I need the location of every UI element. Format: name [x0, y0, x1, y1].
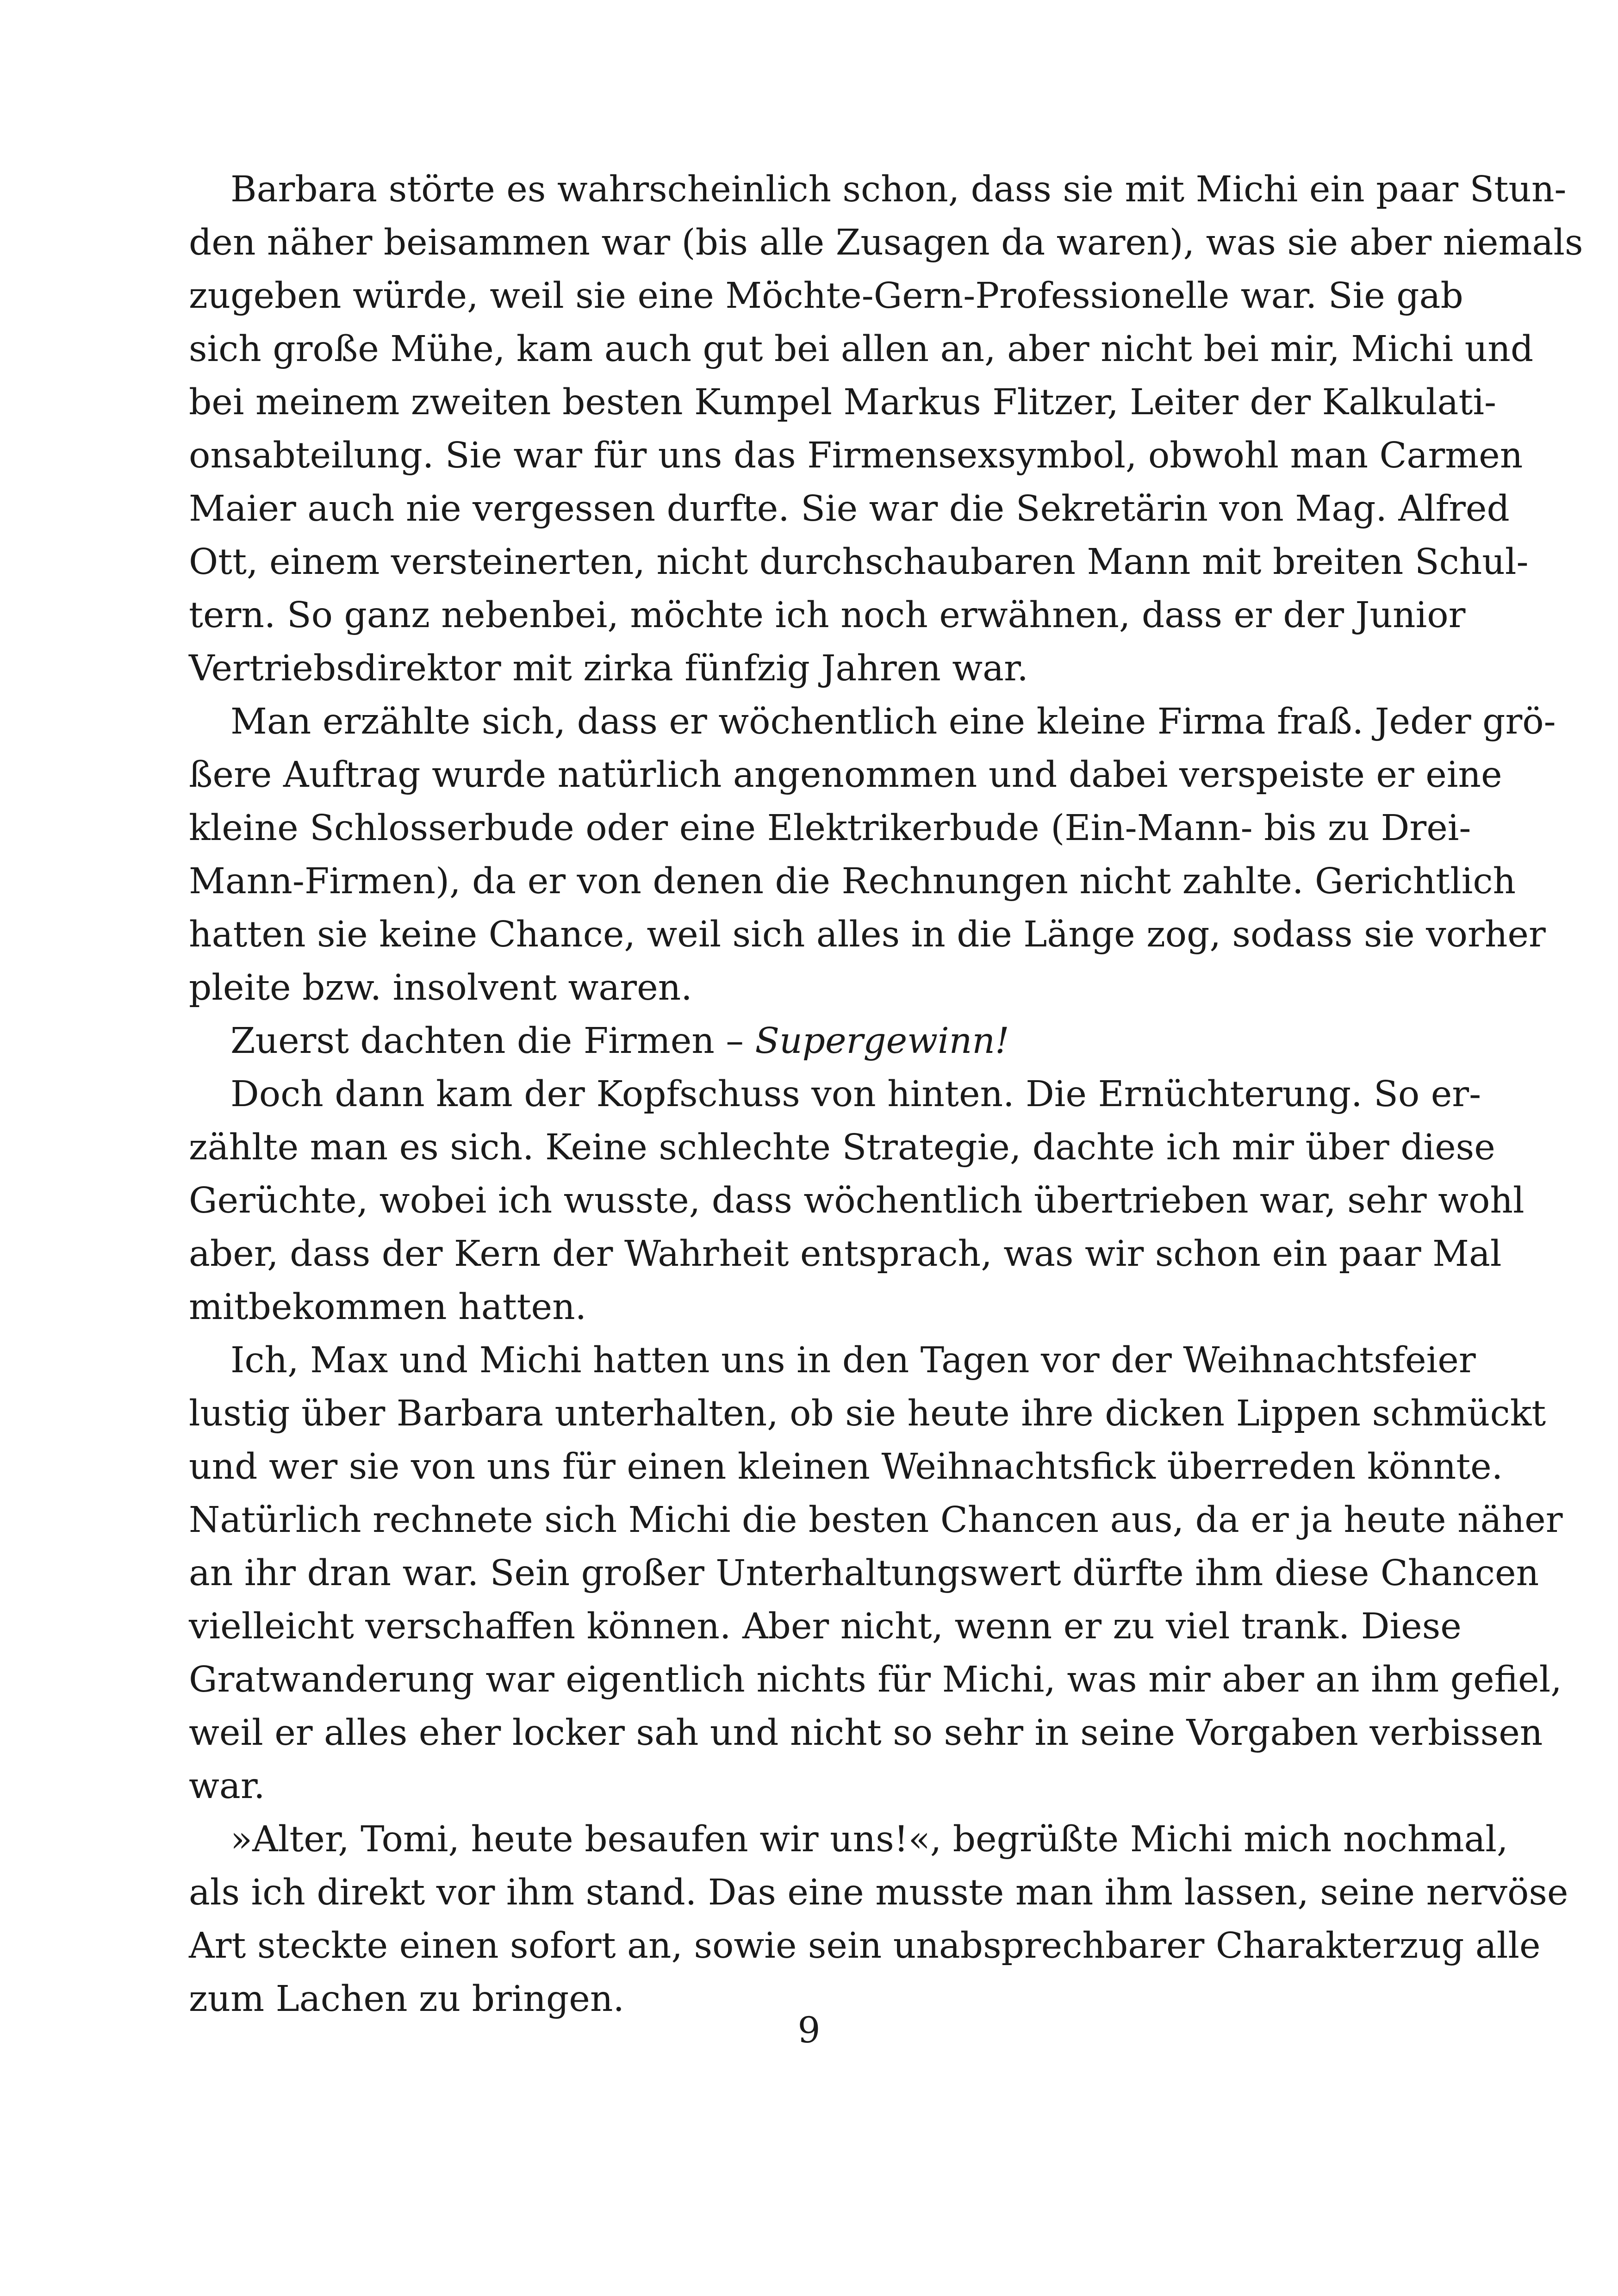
- text-run: Zuerst dachten die Firmen –: [230, 1020, 755, 1062]
- text-line: Ich, Max und Michi hatten uns in den Tagen vor der Weihnachtsfeier: [230, 1340, 1476, 1381]
- text-line: zugeben würde, weil sie eine Möchte-Gern-Professionelle war. Sie gab: [189, 275, 1463, 317]
- text-line: Mann-Firmen), da er von denen die Rechnungen nicht zahlte. Gerichtlich: [189, 861, 1516, 902]
- text-line: war.: [189, 1766, 265, 1807]
- text-line: kleine Schlosserbude oder eine Elektrikerbude (Ein-Mann- bis zu Drei-: [189, 808, 1471, 849]
- text-line: Gerüchte, wobei ich wusste, dass wöchentlich übertrieben war, sehr wohl: [189, 1180, 1525, 1221]
- emphasis-text: Supergewinn!: [755, 1020, 1009, 1062]
- text-line: bei meinem zweiten besten Kumpel Markus Flitzer, Leiter der Kalkulati-: [189, 382, 1496, 423]
- body-text: [189, 163, 1583, 2026]
- text-line: »Alter, Tomi, heute besaufen wir uns!«, begrüßte Michi mich nochmal,: [230, 1819, 1508, 1860]
- text-line: weil er alles eher locker sah und nicht so sehr in seine Vorgaben verbissen: [189, 1712, 1543, 1754]
- text-line: Natürlich rechnete sich Michi die besten Chancen aus, da er ja heute näher: [189, 1500, 1563, 1541]
- paragraph: [189, 1334, 1563, 1813]
- text-line: sich große Mühe, kam auch gut bei allen an, aber nicht bei mir, Michi und: [189, 329, 1534, 370]
- text-line: Vertriebsdirektor mit zirka fünfzig Jahren war.: [189, 648, 1028, 689]
- text-line: als ich direkt vor ihm stand. Das eine musste man ihm lassen, seine nervöse: [189, 1872, 1568, 1913]
- text-line: Doch dann kam der Kopfschuss von hinten. Die Ernüchterung. So er-: [230, 1074, 1481, 1115]
- text-line: Art steckte einen sofort an, sowie sein unabsprechbarer Charakterzug alle: [189, 1925, 1541, 1966]
- paragraph: [189, 1813, 1568, 2026]
- text-line: ßere Auftrag wurde natürlich angenommen und dabei verspeiste er eine: [189, 754, 1502, 796]
- text-line: zum Lachen zu bringen.: [189, 1979, 624, 2020]
- text-line: onsabteilung. Sie war für uns das Firmensexsymbol, obwohl man Carmen: [189, 435, 1523, 476]
- text-line: an ihr dran war. Sein großer Unterhaltungswert dürfte ihm diese Chancen: [189, 1553, 1539, 1594]
- text-line: Maier auch nie vergessen durfte. Sie war die Sekretärin von Mag. Alfred: [189, 488, 1510, 529]
- text-line: Barbara störte es wahrscheinlich schon, dass sie mit Michi ein paar Stun-: [230, 169, 1567, 210]
- paragraph: [189, 1068, 1525, 1334]
- page-number: 9: [797, 2010, 821, 2051]
- text-line: pleite bzw. insolvent waren.: [189, 967, 692, 1008]
- text-line: zählte man es sich. Keine schlechte Strategie, dachte ich mir über diese: [189, 1127, 1495, 1168]
- text-line: vielleicht verschaffen können. Aber nicht, wenn er zu viel trank. Diese: [189, 1606, 1462, 1647]
- text-line: tern. So ganz nebenbei, möchte ich noch erwähnen, dass er der Junior: [189, 595, 1466, 636]
- text-line: aber, dass der Kern der Wahrheit entsprach, was wir schon ein paar Mal: [189, 1233, 1502, 1275]
- text-line: Gratwanderung war eigentlich nichts für Michi, was mir aber an ihm gefiel,: [189, 1659, 1562, 1700]
- text-line: lustig über Barbara unterhalten, ob sie heute ihre dicken Lippen schmückt: [189, 1393, 1546, 1434]
- text-line: den näher beisammen war (bis alle Zusagen da waren), was sie aber niemals: [189, 222, 1583, 263]
- paragraph: [189, 695, 1556, 1014]
- paragraph: [189, 1014, 1429, 1068]
- text-line: und wer sie von uns für einen kleinen Weihnachtsfick überreden könnte.: [189, 1446, 1503, 1487]
- text-line: Ott, einem versteinerten, nicht durchschaubaren Mann mit breiten Schul-: [189, 541, 1529, 583]
- text-line: [189, 1014, 1429, 1068]
- paragraph: [189, 163, 1583, 695]
- text-line: Man erzählte sich, dass er wöchentlich eine kleine Firma fraß. Jeder grö-: [230, 701, 1556, 742]
- text-line: hatten sie keine Chance, weil sich alles in die Länge zog, sodass sie vorher: [189, 914, 1546, 955]
- text-line: mitbekommen hatten.: [189, 1287, 587, 1328]
